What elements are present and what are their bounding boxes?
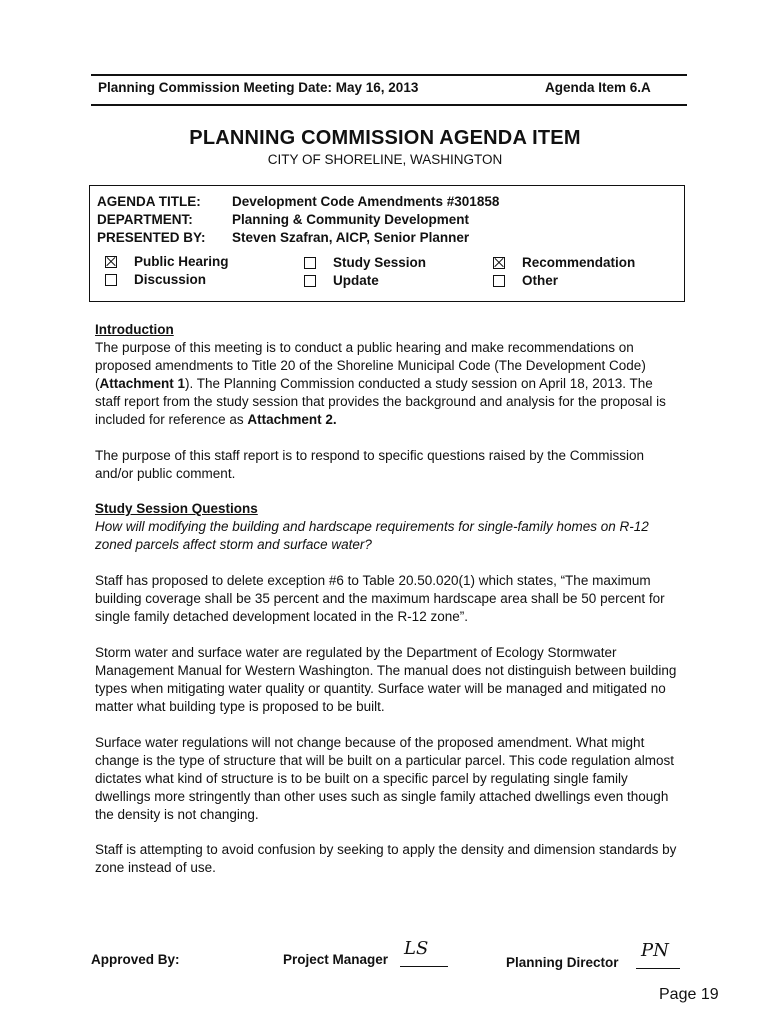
page-title: PLANNING COMMISSION AGENDA ITEM: [189, 127, 581, 149]
planning-director-signature: PN: [641, 940, 669, 961]
purpose-paragraph: The purpose of this staff report is to respond to specific questions raised by the Commission and/or public comment.: [95, 448, 645, 481]
project-manager-signature: LS: [404, 938, 429, 959]
study-session-checkbox[interactable]: [304, 257, 316, 269]
recommendation-checkbox[interactable]: [493, 257, 505, 269]
study-session-section: [95, 500, 680, 554]
meeting-date: Planning Commission Meeting Date: May 16, 2013: [98, 80, 419, 95]
staff-intent-paragraph: Staff is attempting to avoid confusion by seeking to apply the density and dimension standards by zone instead of use.: [95, 842, 677, 875]
agenda-title-label: AGENDA TITLE:: [97, 194, 201, 209]
stormwater-paragraph: Storm water and surface water are regulated by the Department of Ecology Stormwater Management Manual for Western Washington. The manual does not distinguish between building types when mitigating water quality or quantity. Surface water will be managed and mitigated no matter what building type is proposed to be built.: [95, 645, 677, 714]
intro-text-b: ). The Planning Commission conducted a study session on April 18, 2013. The staff report from the study session that provides the background and analysis for the proposal is included for reference as: [95, 376, 666, 427]
public-hearing-label: Public Hearing: [134, 254, 229, 269]
attachment-2-ref: Attachment 2.: [247, 412, 337, 427]
study-session-heading: Study Session Questions: [95, 501, 258, 516]
discussion-checkbox[interactable]: [105, 274, 117, 286]
other-label: Other: [522, 273, 559, 288]
agenda-info-box: [89, 185, 685, 302]
public-hearing-checkbox[interactable]: [105, 256, 117, 268]
attachment-1-ref: Attachment 1: [99, 376, 186, 391]
page-subtitle: CITY OF SHORELINE, WASHINGTON: [267, 152, 503, 167]
study-session-label: Study Session: [333, 255, 427, 270]
study-session-question: How will modifying the building and hardscape requirements for single-family homes on R-12 zoned parcels affect storm and surface water?: [95, 519, 649, 552]
regulations-paragraph: Surface water regulations will not change because of the proposed amendment. What might change is the type of structure that will be built on a particular parcel. This code regulation almost dictates what kind of structure is to be built on a specific parcel by regulating single family dwellings more stringently than other uses such as single family attached dwellings even though the density is not changing.: [95, 735, 675, 822]
update-label: Update: [333, 273, 379, 288]
intro-section: [95, 321, 680, 429]
planning-director-signature-line: [636, 968, 680, 969]
intro-paragraph: [95, 339, 680, 429]
project-manager-label: Project Manager: [283, 952, 389, 967]
intro-text-a: The purpose of this meeting is to conduct a public hearing and make recommendations on proposed amendments to Title 20 of the Shoreline Municipal Code (The Development Code) (: [95, 340, 646, 391]
header-bottom-rule: [91, 104, 687, 106]
presented-by-value: Steven Szafran, AICP, Senior Planner: [232, 230, 470, 245]
department-value: Planning & Community Development: [232, 212, 470, 227]
agenda-item-number: Agenda Item 6.A: [545, 80, 651, 95]
page-number: Page 19: [659, 986, 719, 1003]
presented-by-label: PRESENTED BY:: [97, 230, 206, 245]
discussion-label: Discussion: [134, 272, 207, 287]
recommendation-label: Recommendation: [522, 255, 636, 270]
department-label: DEPARTMENT:: [97, 212, 193, 227]
other-checkbox[interactable]: [493, 275, 505, 287]
exception-paragraph: Staff has proposed to delete exception #6 to Table 20.50.020(1) which states, “The maximum building coverage shall be 35 percent and the maximum hardscape area shall be 50 percent for single family detached development located in the R-12 zone”.: [95, 573, 665, 624]
project-manager-signature-line: [400, 966, 448, 967]
approved-by-label: Approved By:: [91, 952, 180, 967]
planning-director-label: Planning Director: [506, 955, 619, 970]
intro-heading: Introduction: [95, 322, 174, 337]
agenda-title-value: Development Code Amendments #301858: [232, 194, 500, 209]
update-checkbox[interactable]: [304, 275, 316, 287]
header-top-rule: [91, 74, 687, 76]
